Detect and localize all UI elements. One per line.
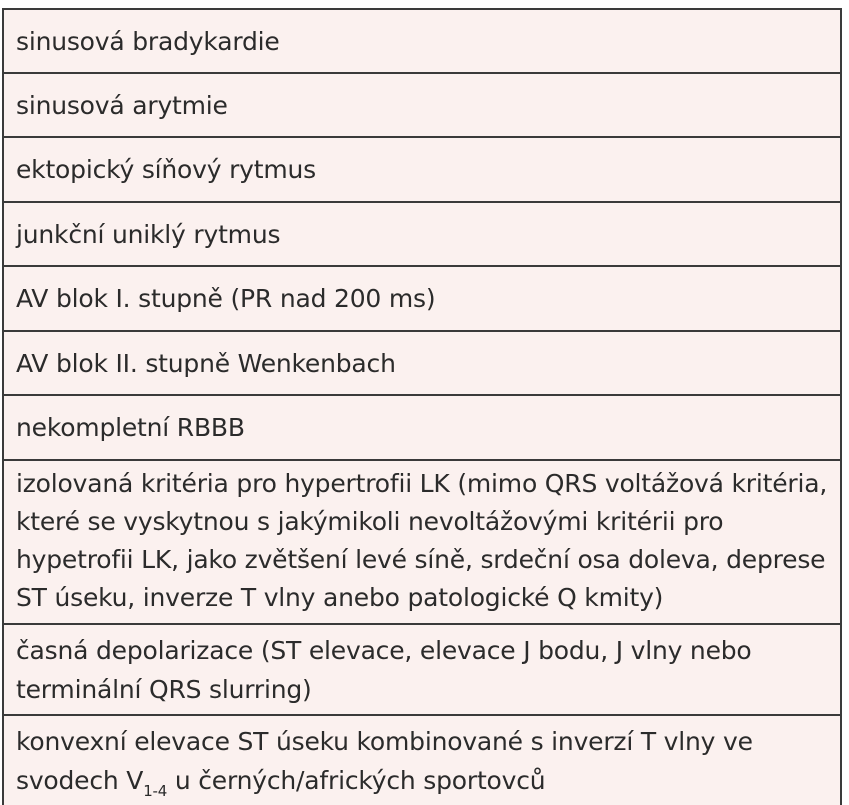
table-row — [4, 10, 840, 74]
row-text: ektopický síňový rytmus — [16, 155, 316, 184]
row-text: časná depolarizace (ST elevace, elevace J bodu, J vlny nebo terminální QRS slurring) — [16, 635, 752, 704]
findings-table — [2, 8, 842, 805]
table-row — [4, 461, 840, 625]
row-text-after: u černých/afrických sportovců — [167, 766, 546, 795]
table-row — [4, 138, 840, 203]
table-row — [4, 74, 840, 138]
lead-subscript: 1-4 — [143, 782, 168, 800]
table-row — [4, 332, 840, 396]
row-text: sinusová bradykardie — [16, 26, 280, 56]
row-text: junkční uniklý rytmus — [16, 219, 281, 249]
table-row — [4, 625, 840, 716]
row-text: izolovaná kritéria pro hypertrofii LK (mimo QRS voltážová kritéria, které se vyskytnou s jakýmikoli nevoltážovými kritérii pro hypetrofii LK, jako zvětšení levé síně, srdeční osa doleva, deprese ST úseku, inverze T vlny anebo patologické Q kmity) — [16, 469, 828, 612]
table-row — [4, 267, 840, 332]
row-text: sinusová arytmie — [16, 90, 228, 120]
row-text: AV blok I. stupně (PR nad 200 ms) — [16, 284, 436, 313]
table-row — [4, 716, 840, 805]
table-row — [4, 396, 840, 461]
row-text-before: konvexní elevace ST úseku kombinované s inverzí T vlny ve svodech V — [16, 727, 753, 795]
row-text-rich — [16, 722, 830, 800]
table-row — [4, 203, 840, 267]
row-text: nekompletní RBBB — [16, 413, 245, 442]
row-text: AV blok II. stupně Wenkenbach — [16, 348, 396, 378]
